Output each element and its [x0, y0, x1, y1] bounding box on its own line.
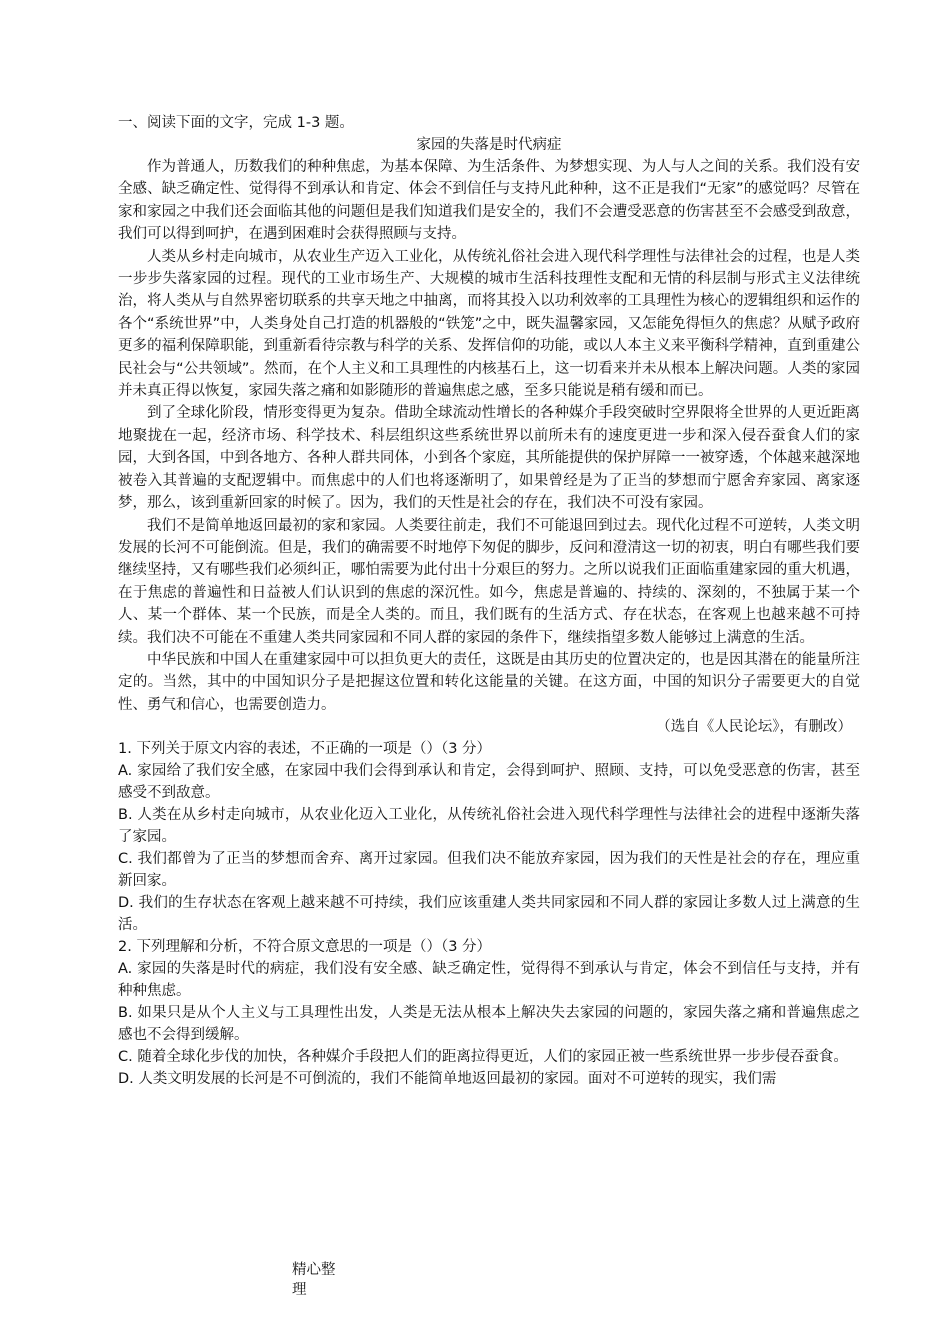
footer-text: 精心整理 — [292, 1262, 336, 1298]
article-source: （选自《人民论坛》，有删改） — [656, 719, 852, 736]
article-paragraph-1: 作为普通人，历数我们的种种焦虑，为基本保障、为生活条件、为梦想实现、为人与人之间的关系。我们没有安全感、缺乏确定性、觉得得不到承认和肯定、体会不到信任与支持凡此种种，这不正是我们“无家”的感觉吗？尽管在家和家园之中我们还会面临其他的问题但是我们知道我们是安全的，我们不会遭受恶意的伤害甚至不会感受到敌意，我们可以得到呵护，在遇到困难时会获得照顾与支持。 — [118, 159, 860, 243]
option-c: C. 随着全球化步伐的加快，各种媒介手段把人们的距离拉得更近，人们的家园正被一些系统世界一步步侵吞蚕食。 — [118, 1049, 848, 1066]
article-title: 家园的失落是时代病症 — [416, 137, 562, 153]
question-1 — [118, 738, 860, 936]
option-a: A. 家园的失落是时代的病症，我们没有安全感、缺乏确定性，觉得得不到承认与肯定，体会不到信任与支持，并有种种焦虑。 — [118, 961, 860, 1000]
option-d: D. 我们的生存状态在客观上越来越不可持续，我们应该重建人类共同家园和不同人群的家园让多数人过上满意的生活。 — [118, 895, 860, 934]
article-paragraph-4: 我们不是简单地返回最初的家和家园。人类要往前走，我们不可能退回到过去。现代化过程不可逆转，人类文明发展的长河不可能倒流。但是，我们的确需要不时地停下匆促的脚步，反问和澄清这一切的初衷，明白有哪些我们要继续坚持，又有哪些我们必须纠正，哪怕需要为此付出十分艰巨的努力。之所以说我们正面临重建家园的重大机遇，在于焦虑的普遍性和日益被人们认识到的焦虑的深沉性。如今，焦虑是普遍的、持续的、深刻的，不独属于某一个人、某一个群体、某一个民族，而是全人类的。而且，我们既有的生活方式、存在状态，在客观上也越来越不可持续。我们决不可能在不重建人类共同家园和不同人群的家园的条件下，继续指望多数人能够过上满意的生活。 — [118, 517, 860, 646]
question-stem: 1. 下列关于原文内容的表述，不正确的一项是（）（3 分） — [118, 741, 492, 758]
question-stem: 2. 下列理解和分析，不符合原文意思的一项是（）（3 分） — [118, 939, 492, 956]
question-2 — [118, 936, 860, 1090]
option-b: B. 如果只是从个人主义与工具理性出发，人类是无法从根本上解决失去家园的问题的，家园失落之痛和普遍焦虑之感也不会得到缓解。 — [118, 1005, 860, 1044]
section-heading: 一、阅读下面的文字，完成 1-3 题。 — [118, 115, 354, 131]
option-d: D. 人类文明发展的长河是不可倒流的，我们不能简单地返回最初的家园。面对不可逆转的现实，我们需 — [118, 1071, 777, 1088]
article-paragraph-2: 人类从乡村走向城市，从农业生产迈入工业化，从传统礼俗社会进入现代科学理性与法律社会的过程，也是人类一步步失落家园的过程。现代的工业市场生产、大规模的城市生活科技理性支配和无情的科层制与形式主义法律统治，将人类从与自然界密切联系的共享天地之中抽离，而将其投入以功利效率的工具理性为核心的逻辑组织和运作的各个“系统世界”中，人类身处自己打造的机器般的“铁笼”之中，既失温馨家园，又怎能免得恒久的焦虑？从赋予政府更多的福利保障职能，到重新看待宗教与科学的关系、发挥信仰的功能，或以人本主义来平衡科学精神，直到重建公民社会与“公共领域”。然而，在个人主义和工具理性的内核基石上，这一切看来并未从根本上解决问题。人类的家园并未真正得以恢复，家园失落之痛和如影随形的普遍焦虑之感，至多只能说是稍有缓和而已。 — [118, 248, 860, 400]
option-a: A. 家园给了我们安全感，在家园中我们会得到承认和肯定，会得到呵护、照顾、支持，可以免受恶意的伤害，甚至感受不到敌意。 — [118, 763, 860, 802]
document-page — [118, 112, 860, 1090]
option-c: C. 我们都曾为了正当的梦想而舍弃、离开过家园。但我们决不能放弃家园，因为我们的天性是社会的存在，理应重新回家。 — [118, 851, 860, 890]
article-paragraph-3: 到了全球化阶段，情形变得更为复杂。借助全球流动性增长的各种媒介手段突破时空界限将全世界的人更近距离地聚拢在一起，经济市场、科学技术、科层组织这些系统世界以前所未有的速度更进一步和深入侵吞蚕食人们的家园，大到各国，中到各地方、各种人群共同体，小到各个家庭，其所能提供的保护屏障一一被穿透，个体越来越深地被卷入其普遍的支配逻辑中。而焦虑中的人们也将逐渐明了，如果曾经是为了正当的梦想而宁愿舍弃家园、离家逐梦，那么，该到重新回家的时候了。因为，我们的天性是社会的存在，我们决不可没有家园。 — [118, 405, 860, 512]
option-b: B. 人类在从乡村走向城市，从农业化迈入工业化，从传统礼俗社会进入现代科学理性与法律社会的进程中逐渐失落了家园。 — [118, 807, 860, 846]
article-paragraph-5: 中华民族和中国人在重建家园中可以担负更大的责任，这既是由其历史的位置决定的，也是因其潜在的能量所注定的。当然，其中的中国知识分子是把握这位置和转化这能量的关键。在这方面，中国的知识分子需要更大的自觉性、勇气和信心，也需要创造力。 — [118, 651, 860, 713]
